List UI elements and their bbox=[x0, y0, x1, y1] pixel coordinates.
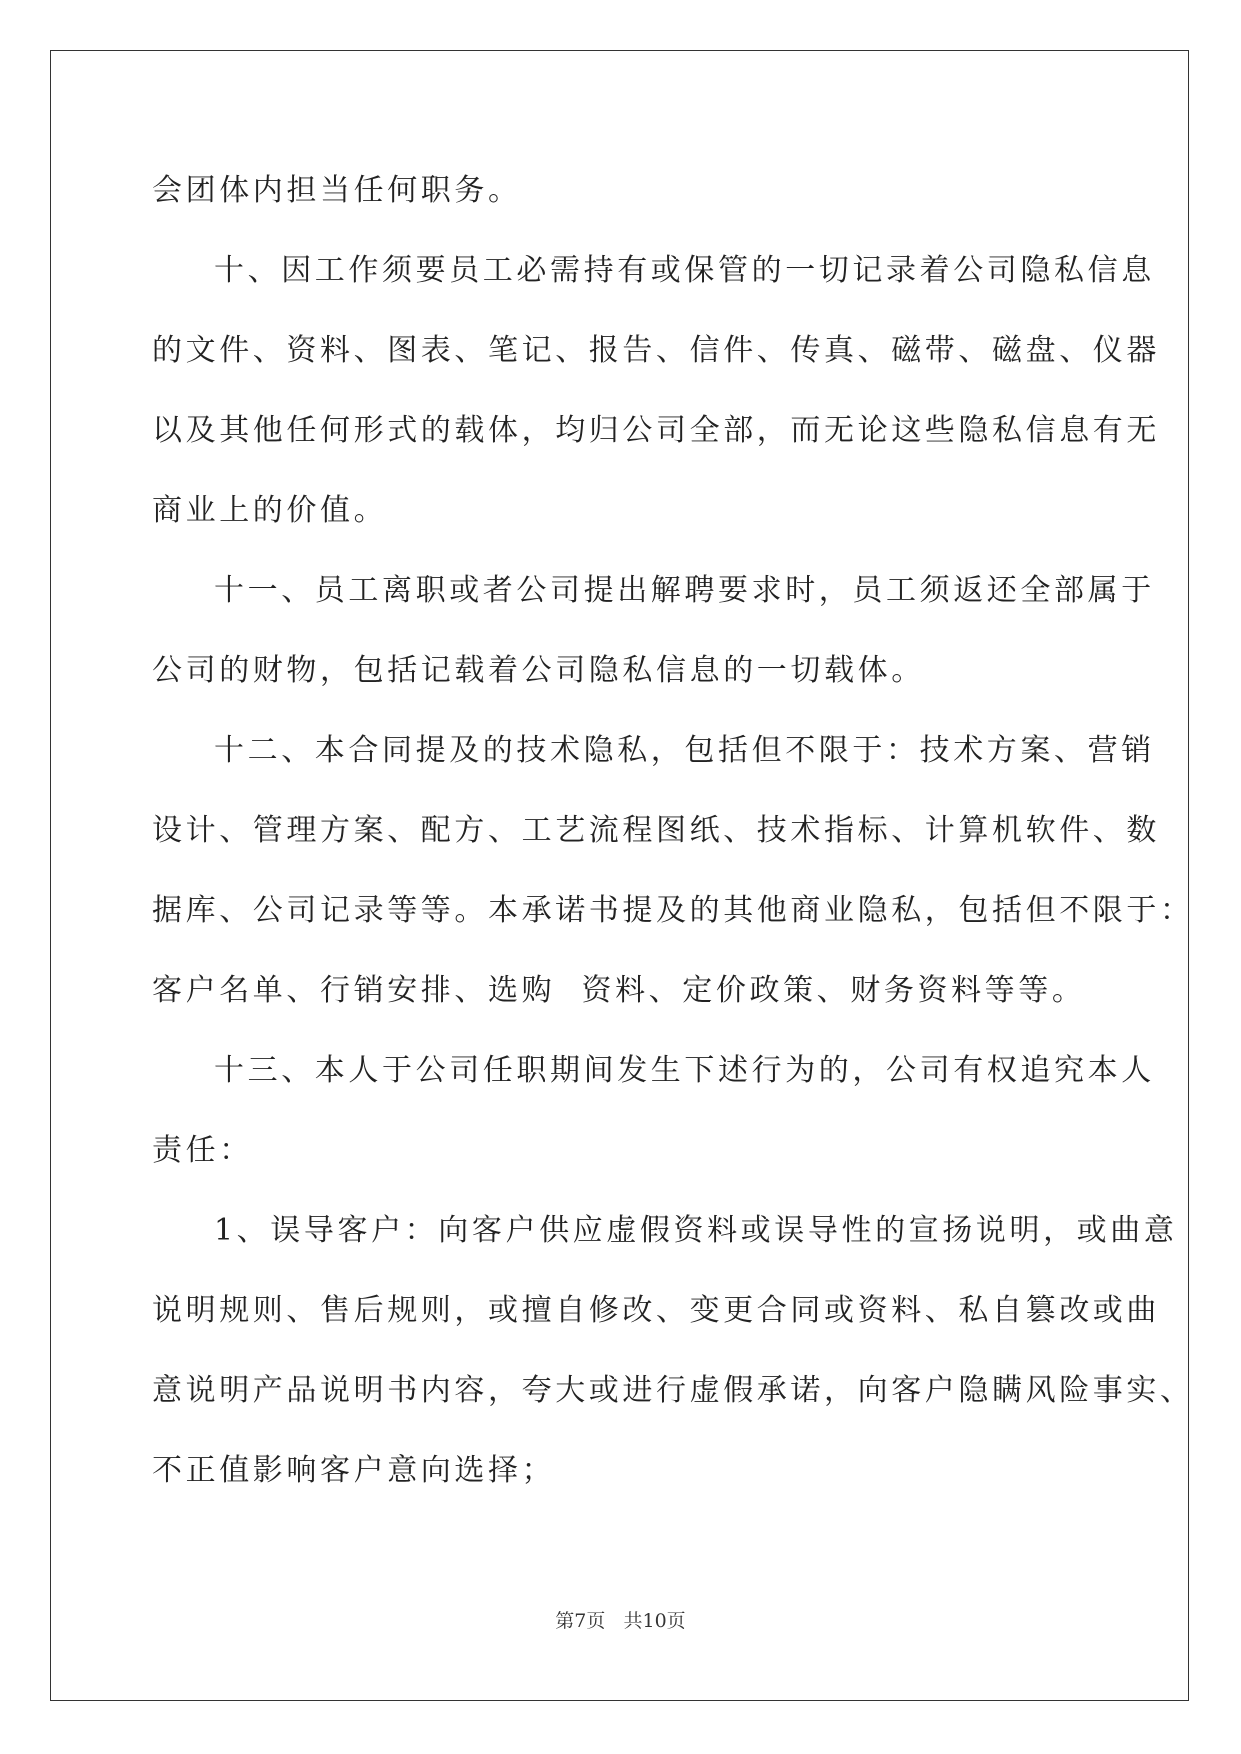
text-line: 会团体内担当任何职务。 bbox=[152, 173, 522, 208]
paragraph-first-line: 十三、本人于公司任职期间发生下述行为的，公司有权追究本人 bbox=[214, 1053, 1155, 1088]
text-line: 客户名单、行销安排、选购 资料、定价政策、财务资料等等。 bbox=[152, 973, 1086, 1008]
text-line: 责任： bbox=[152, 1133, 253, 1168]
paragraph-first-line: 十一、员工离职或者公司提出解聘要求时，员工须返还全部属于 bbox=[214, 573, 1155, 608]
text-line: 设计、管理方案、配方、工艺流程图纸、技术指标、计算机软件、数 bbox=[152, 813, 1160, 848]
text-line: 意说明产品说明书内容，夸大或进行虚假承诺，向客户隐瞒风险事实、 bbox=[152, 1373, 1194, 1408]
page-number-footer: 第7页 共10页 bbox=[555, 1610, 686, 1632]
paragraph-first-line: 1、误导客户：向客户供应虚假资料或误导性的宣扬说明，或曲意 bbox=[214, 1213, 1178, 1248]
text-line: 的文件、资料、图表、笔记、报告、信件、传真、磁带、磁盘、仪器 bbox=[152, 333, 1160, 368]
text-line: 公司的财物，包括记载着公司隐私信息的一切载体。 bbox=[152, 653, 925, 688]
text-line: 说明规则、售后规则，或擅自修改、变更合同或资料、私自篡改或曲 bbox=[152, 1293, 1160, 1328]
text-line: 商业上的价值。 bbox=[152, 493, 388, 528]
text-line: 以及其他任何形式的载体，均归公司全部，而无论这些隐私信息有无 bbox=[152, 413, 1160, 448]
text-line: 不正值影响客户意向选择； bbox=[152, 1453, 556, 1488]
text-line: 据库、公司记录等等。本承诺书提及的其他商业隐私，包括但不限于： bbox=[152, 893, 1194, 928]
paragraph-first-line: 十、因工作须要员工必需持有或保管的一切记录着公司隐私信息 bbox=[214, 253, 1155, 288]
paragraph-first-line: 十二、本合同提及的技术隐私，包括但不限于：技术方案、营销 bbox=[214, 733, 1155, 768]
document-body bbox=[152, 165, 1194, 1525]
